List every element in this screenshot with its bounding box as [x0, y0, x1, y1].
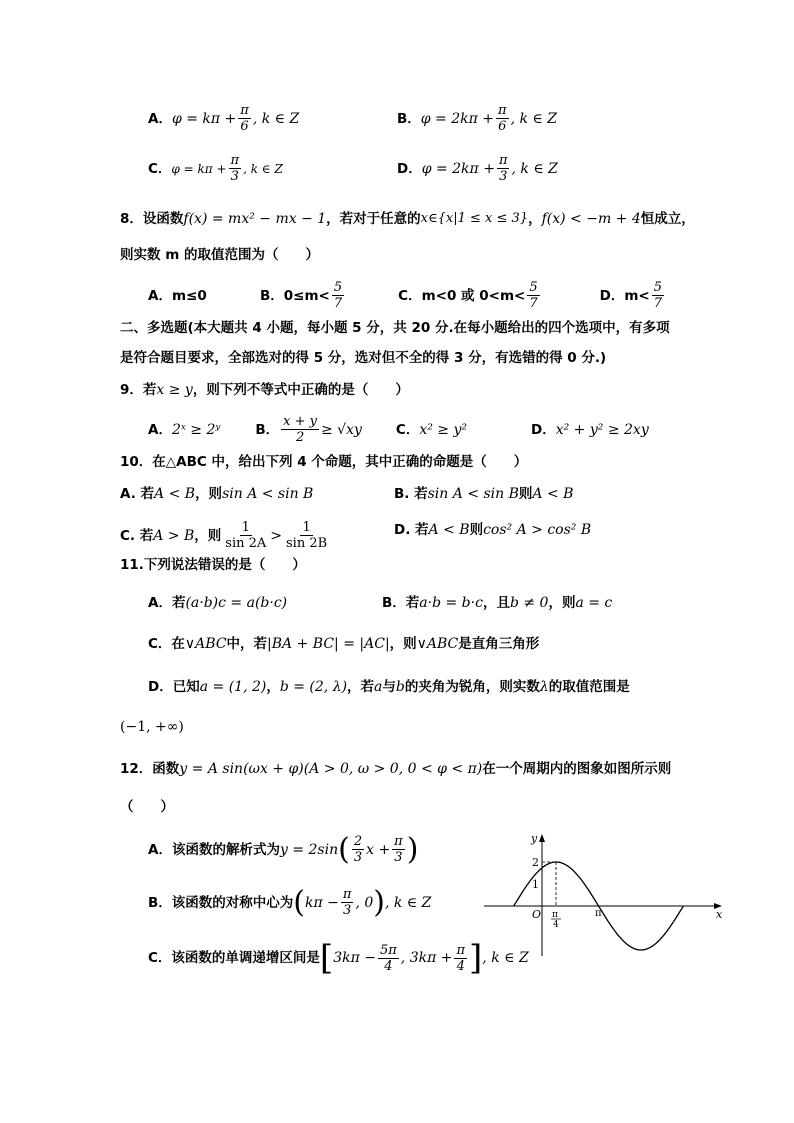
fraction: $\frac{1}{\sin 2B}$	[286, 520, 328, 551]
option-d: D．m<	[599, 287, 650, 304]
option-b: B．0≤m<	[260, 287, 330, 304]
fraction: $\frac{\pi}{3}$	[230, 153, 240, 184]
question-text: ，	[528, 211, 542, 227]
option-math: A < B	[532, 486, 574, 502]
option-text: C．该函数的单调递增区间是	[148, 950, 320, 966]
q9-stem	[120, 380, 409, 400]
q10-stem: 10．在△ABC 中，给出下列 4 个命题，其中正确的命题是（ ）	[120, 454, 528, 470]
y-tick-1: 1	[532, 878, 539, 891]
x-tick-pi: π	[595, 908, 602, 919]
question-text: ，则下列不等式中正确的是（ ）	[192, 382, 409, 398]
question-text: 12．函数	[120, 761, 180, 777]
option-text: ，则	[548, 595, 576, 611]
option-text: 与	[382, 679, 396, 695]
option-math: |BA + BC| = |AC|	[267, 636, 390, 652]
fraction: $\frac{2}{3}$	[353, 834, 363, 865]
option-math: b = (2, λ)	[279, 679, 348, 695]
option-math: φ = kπ +	[171, 161, 227, 176]
option-math: A < B	[154, 486, 196, 502]
q9-options	[148, 414, 649, 445]
option-label: B．	[255, 421, 280, 438]
option-text: 的夹角为锐角，则实数	[404, 679, 540, 695]
left-paren: (	[338, 831, 350, 867]
option-text: D．已知	[148, 679, 200, 695]
option-math: sin A < sin B	[222, 486, 314, 502]
fraction: $\frac{\pi}{6}$	[240, 103, 249, 134]
q12-option-c	[148, 938, 529, 978]
option-math: sin A < sin B	[427, 486, 519, 502]
q12-option-a	[148, 831, 419, 867]
option-math: 2ˣ ≥ 2ʸ	[171, 421, 221, 438]
q11-option-c	[148, 634, 539, 654]
x-tick-pi-over-4-num: π	[552, 910, 558, 920]
q12-stem	[120, 759, 671, 779]
q7-option-a	[148, 103, 299, 134]
option-text: 则	[469, 522, 484, 538]
q7-option-c	[148, 153, 283, 184]
fraction: $\frac{\pi}{3}$	[498, 153, 508, 184]
option-text: D. 若	[394, 522, 429, 538]
option-math: (a·b)c = a(b·c)	[185, 595, 288, 611]
option-text: ，	[266, 679, 280, 695]
question-math: x ≥ y	[156, 382, 193, 398]
option-math: a	[374, 679, 383, 695]
sine-graph	[482, 828, 727, 963]
option-text: C．在	[148, 636, 185, 652]
right-bracket: ]	[469, 938, 483, 978]
option-math: y = 2sin	[279, 841, 339, 858]
option-math: φ = 2kπ +	[420, 110, 495, 127]
fraction: $\frac{5}{7}$	[333, 280, 343, 311]
fraction: $\frac{\pi}{6}$	[498, 103, 507, 134]
option-label: A．	[148, 110, 172, 127]
question-text: ，若对于任意的	[326, 211, 421, 227]
option-math: x² + y² ≥ 2xy	[555, 421, 649, 438]
q10-option-d	[394, 520, 591, 540]
q12-option-b	[148, 884, 432, 920]
question-text: 9．若	[120, 382, 157, 398]
right-paren: )	[406, 831, 419, 867]
option-math: cos² A > cos² B	[483, 522, 592, 538]
option-label: C．	[395, 421, 420, 438]
option-label: C．	[148, 160, 172, 177]
option-text: 是直角三角形	[458, 636, 540, 652]
option-math: x +	[366, 841, 391, 858]
option-text: 则	[518, 486, 533, 502]
option-math: φ = 2kπ +	[421, 160, 495, 177]
fraction: $\frac{x + y}{2}$	[283, 414, 317, 445]
option-math: ∨ABC	[416, 636, 459, 652]
question-text: 在一个周期内的图象如图所示则	[482, 761, 672, 777]
option-text: ，则	[194, 527, 222, 544]
option-math: , 3kπ +	[400, 950, 453, 966]
option-text: A．若	[148, 595, 186, 611]
option-text: B. 若	[394, 486, 428, 502]
option-text: ，则	[389, 636, 417, 652]
q11-option-b	[382, 593, 612, 613]
q7-option-b	[397, 103, 557, 134]
q10-option-b	[394, 484, 573, 504]
fraction: $\frac{5}{7}$	[653, 280, 662, 311]
fraction: $\frac{\pi}{4}$	[456, 942, 466, 974]
q7-option-d	[397, 153, 558, 184]
option-text: ，且	[482, 595, 510, 611]
fraction: $\frac{5\pi}{4}$	[379, 942, 397, 974]
option-label: A．	[148, 421, 172, 438]
option-label: D．	[531, 421, 556, 438]
question-math: f(x) = mx² − mx − 1	[183, 211, 327, 227]
question-text: 恒成立，	[640, 211, 695, 227]
question-math: y = A sin(ωx + φ)(A > 0, ω > 0, 0 < φ < π)	[179, 761, 483, 777]
q11-option-d	[148, 677, 630, 697]
option-math: a = (1, 2)	[199, 679, 267, 695]
option-math: , 0	[355, 894, 374, 911]
q8-stem-line2: 则实数 m 的取值范围为（ ）	[120, 247, 319, 263]
option-math: A > B	[153, 527, 195, 544]
q10-option-a	[120, 484, 313, 504]
option-label: D．	[397, 160, 422, 177]
left-bracket: [	[319, 938, 334, 978]
option-text: A．该函数的解析式为	[148, 841, 280, 858]
option-math: , k ∈ Z	[511, 160, 558, 177]
fraction: $\frac{5}{7}$	[529, 280, 538, 311]
left-paren: (	[293, 884, 306, 920]
option-math: , k ∈ Z	[384, 894, 432, 911]
option-math: , k ∈ Z	[243, 161, 283, 176]
option-math: b ≠ 0	[509, 595, 549, 611]
option-math: b	[395, 679, 405, 695]
option-a: A．m≤0	[148, 287, 207, 304]
q8-options	[148, 280, 666, 311]
option-math: A < B	[428, 522, 470, 538]
q12-stem-line2: （ ）	[120, 799, 174, 815]
option-math: λ	[539, 679, 549, 695]
x-axis-label: x	[716, 908, 723, 921]
fraction: $\frac{\pi}{3}$	[342, 887, 352, 918]
option-math: ∨ABC	[184, 636, 227, 652]
option-math: x² ≥ y²	[419, 421, 467, 438]
q10-option-c	[120, 520, 331, 551]
option-math: >	[270, 527, 283, 544]
question-math: f(x) < −m + 4	[541, 211, 641, 227]
option-math: kπ −	[305, 894, 339, 911]
right-paren: )	[373, 884, 385, 920]
option-math: 3kπ −	[333, 950, 376, 966]
option-text: 中，若	[226, 636, 268, 652]
option-math: φ = kπ +	[171, 110, 237, 127]
option-text: 的取值范围是	[548, 679, 630, 695]
y-axis-arrow	[539, 834, 545, 842]
fraction: $\frac{\pi}{3}$	[394, 834, 403, 865]
option-text: B．该函数的对称中心为	[148, 894, 294, 911]
x-tick-pi-over-4-den: 4	[553, 920, 559, 930]
option-text: A. 若	[120, 486, 155, 502]
section-heading: 二、多选题(本大题共 4 小题，每小题 5 分，共 20 分.在每小题给出的四个选项中，有多项	[120, 320, 670, 336]
y-tick-2: 2	[532, 856, 539, 869]
q11-stem: 11.下列说法错误的是（ ）	[120, 557, 306, 573]
option-math: a·b = b·c	[419, 595, 483, 611]
option-math: , k ∈ Z	[252, 110, 300, 127]
option-text: C. 若	[120, 527, 154, 544]
option-c: C．m<0 或 0<m<	[398, 287, 526, 304]
option-text: ，若	[347, 679, 375, 695]
section-heading-line2: 是符合题目要求，全部选对的得 5 分，选对但不全的得 3 分，有选错的得 0 分.)	[120, 350, 607, 366]
option-math: a = c	[575, 595, 613, 611]
option-label: B．	[397, 110, 421, 127]
option-text: ，则	[195, 486, 223, 502]
origin-label: O	[532, 908, 542, 921]
option-math: ≥ √xy	[321, 421, 362, 438]
option-text: B．若	[382, 595, 420, 611]
q8-stem	[120, 209, 695, 229]
option-math: , k ∈ Z	[510, 110, 557, 127]
q11-option-d-range: (−1, +∞)	[120, 719, 184, 735]
fraction: $\frac{1}{\sin 2A}$	[225, 520, 267, 551]
question-text: 8．设函数	[120, 211, 184, 227]
q11-option-a	[148, 593, 287, 613]
y-axis-label: y	[531, 832, 538, 845]
option-math: , k ∈ Z	[482, 950, 529, 966]
question-math: x∈{x|1 ≤ x ≤ 3}	[420, 211, 529, 226]
